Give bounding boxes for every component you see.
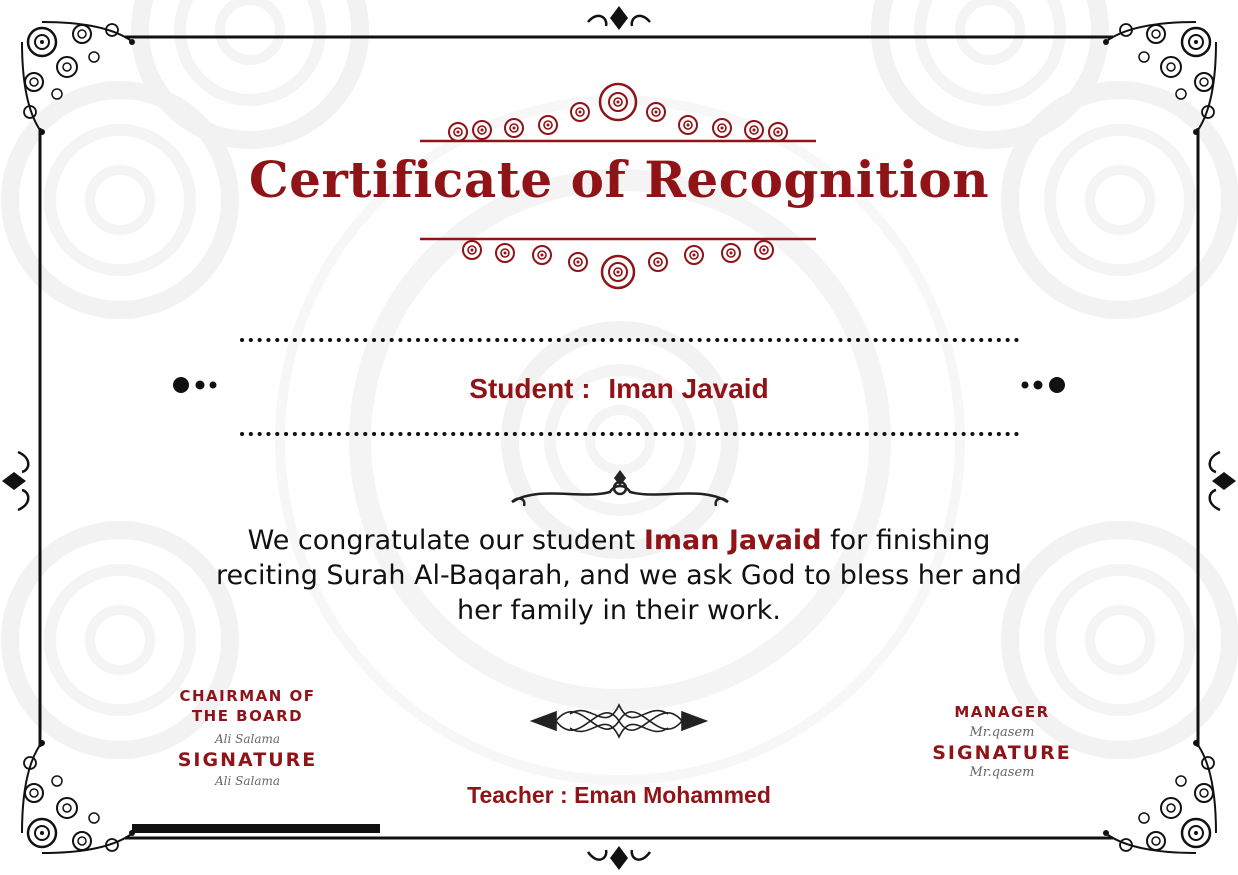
student-line bbox=[0, 373, 1238, 405]
left-signatory-title-line1: CHAIRMAN OF bbox=[179, 687, 316, 705]
left-signatory-script-name: Ali Salama bbox=[214, 732, 281, 746]
teacher-name: Eman Mohammed bbox=[574, 782, 771, 808]
message-student-name: Iman Javaid bbox=[643, 525, 822, 556]
left-signatory-title-line2: THE BOARD bbox=[191, 707, 304, 725]
left-signatory bbox=[150, 686, 345, 790]
congratulation-message bbox=[200, 523, 1038, 628]
right-signatory-title: MANAGER bbox=[954, 703, 1050, 721]
divider-scroll-icon bbox=[512, 470, 728, 506]
left-signature: Ali Salama bbox=[214, 774, 281, 788]
student-label: Student : bbox=[469, 373, 591, 404]
right-signatory bbox=[912, 702, 1092, 782]
left-signature-label: SIGNATURE bbox=[177, 749, 318, 771]
right-signature-label: SIGNATURE bbox=[932, 742, 1072, 764]
student-name: Iman Javaid bbox=[608, 373, 769, 404]
certificate-title: Certificate of Recognition bbox=[248, 150, 990, 209]
teacher-line bbox=[0, 782, 1238, 809]
right-signatory-script-name: Mr.qasem bbox=[969, 725, 1035, 740]
teacher-label: Teacher : bbox=[467, 782, 568, 808]
right-signature: Mr.qasem bbox=[969, 765, 1035, 780]
message-text-part2: for finishing reciting Surah Al-Baqarah, and we ask God to bless her and her family in their work. bbox=[216, 525, 1022, 626]
message-text-part1: We congratulate our student bbox=[247, 525, 644, 556]
